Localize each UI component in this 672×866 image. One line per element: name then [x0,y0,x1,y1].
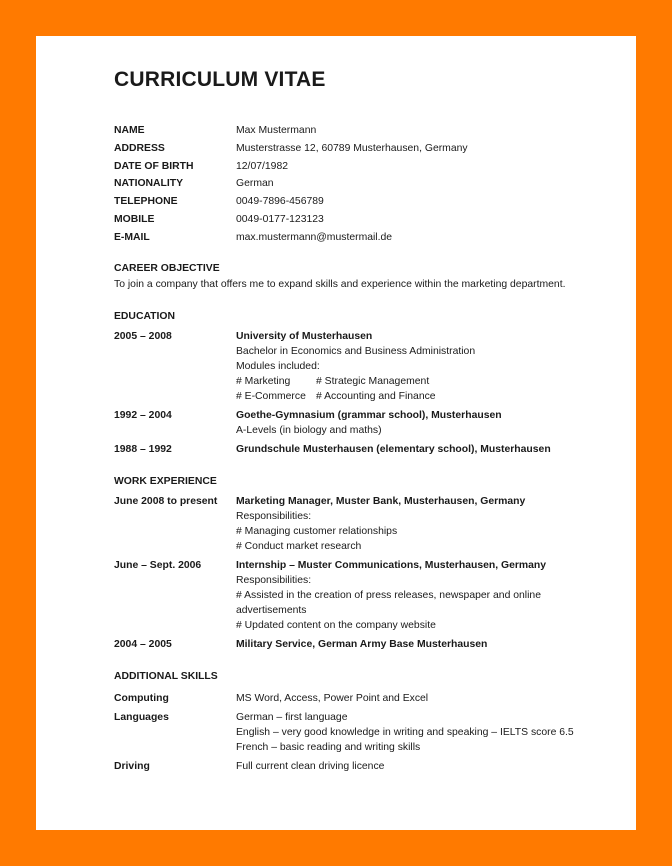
personal-row: MOBILE 0049-0177-123123 [114,213,324,225]
personal-row: ADDRESS Musterstrasse 12, 60789 Musterhausen, Germany [114,142,468,154]
work-heading: WORK EXPERIENCE [114,475,217,487]
personal-row: TELEPHONE 0049-7896-456789 [114,196,324,208]
page-title: CURRICULUM VITAE [114,68,326,91]
skill-entry: Computing MS Word, Access, Power Point and Excel [114,692,429,704]
cv-page [36,36,636,830]
skill-entry: Driving Full current clean driving licence [114,760,385,772]
personal-row: NATIONALITY German [114,178,274,190]
personal-details [114,122,624,247]
personal-row: DATE OF BIRTH 12/07/1982 [114,160,289,172]
work-entry: June – Sept. 2006 Internship – Muster Communications, Musterhausen, Germany Responsibilities: # Assisted in the creation of press releases, newspaper and online advertisements # Updated content on the company website [114,559,547,631]
work-entry: 2004 – 2005 Military Service, German Army Base Musterhausen [114,638,488,650]
career-heading: CAREER OBJECTIVE [114,262,220,274]
education-entry: 1988 – 1992 Grundschule Musterhausen (elementary school), Musterhausen [114,443,551,455]
cv-content [114,68,624,774]
education-entry: 1992 – 2004 Goethe-Gymnasium (grammar school), Musterhausen A-Levels (in biology and maths) [114,409,502,436]
education-heading: EDUCATION [114,310,175,322]
personal-row: NAME Max Mustermann [114,125,317,136]
skills-heading: ADDITIONAL SKILLS [114,670,218,682]
work-entry: June 2008 to present Marketing Manager, Muster Bank, Musterhausen, Germany Responsibilities: # Managing customer relationships # Conduct market research [114,495,526,552]
skill-entry: Languages German – first language English – very good knowledge in writing and speaking – IELTS score 6.5 French – basic reading and writing skills [114,711,574,753]
education-entry: 2005 – 2008 University of Musterhausen Bachelor in Economics and Business Administration Modules included: # Marketing # Strategic Management # E-Commerce # Accounting and Finance [114,330,476,402]
personal-row: E-MAIL max.mustermann@mustermail.de [114,231,393,243]
career-text: To join a company that offers me to expand skills and experience within the marketing department. [114,278,566,290]
